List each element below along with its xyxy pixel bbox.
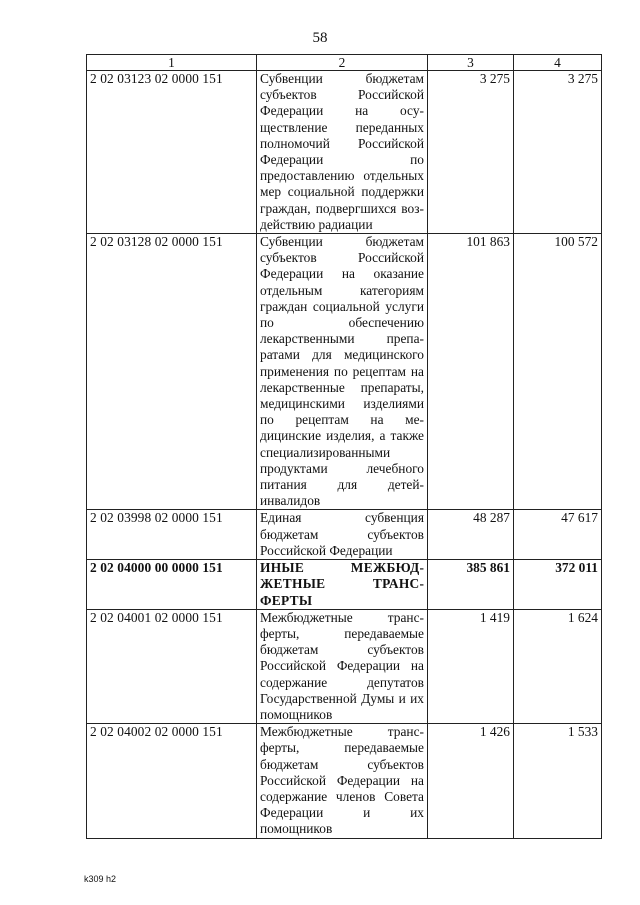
column-header-3: 3: [428, 55, 514, 71]
amount-col4-cell: 372 011: [514, 560, 602, 610]
amount-col3-cell: 48 287: [428, 510, 514, 560]
budget-code-cell: 2 02 04002 02 0000 151: [87, 724, 257, 838]
column-header-2: 2: [257, 55, 428, 71]
table-row: [87, 71, 602, 234]
amount-col4-cell: 3 275: [514, 71, 602, 234]
amount-col3-cell: 1 419: [428, 609, 514, 723]
budget-code-cell: 2 02 03128 02 0000 151: [87, 234, 257, 510]
description-cell: Субвенции бюджетам субъектов Российской Федерации на оказание отдельным категориям граждан социальной услуги по обеспечению лекарственными препаратами для медицинского применения по рецептам на лекарственные препараты, медицинскими изделиями по рецептам на медицинские изделия, а также специализированными продуктами лечебного питания для детей-инвалидов: [257, 234, 428, 510]
table-row-section-total: [87, 560, 602, 610]
amount-col3-cell: 1 426: [428, 724, 514, 838]
budget-table: [86, 54, 602, 839]
column-header-1: 1: [87, 55, 257, 71]
amount-col4-cell: 47 617: [514, 510, 602, 560]
header-row: [87, 55, 602, 71]
amount-col3-cell: 101 863: [428, 234, 514, 510]
description-cell: Субвенции бюджетам субъектов Российской Федерации на осуществление переданных полномочий Российской Федерации по предоставлению отдельных мер социальной поддержки граждан, подвергшихся воздействию радиации: [257, 71, 428, 234]
amount-col4-cell: 1 533: [514, 724, 602, 838]
table-row: [87, 234, 602, 510]
table-row: [87, 609, 602, 723]
table-row: [87, 510, 602, 560]
description-cell: ИНЫЕ МЕЖБЮДЖЕТНЫЕ ТРАНСФЕРТЫ: [257, 560, 428, 610]
page-number: 58: [312, 30, 328, 46]
amount-col4-cell: 1 624: [514, 609, 602, 723]
description-cell: Межбюджетные трансферты, передаваемые бюджетам субъектов Российской Федерации на содержание членов Совета Федерации и их помощников: [257, 724, 428, 838]
description-cell: Единая субвенция бюджетам субъектов Российской Федерации: [257, 510, 428, 560]
budget-code-cell: 2 02 04001 02 0000 151: [87, 609, 257, 723]
amount-col3-cell: 3 275: [428, 71, 514, 234]
table-body: [87, 71, 602, 839]
column-header-4: 4: [514, 55, 602, 71]
table-header: [87, 55, 602, 71]
amount-col4-cell: 100 572: [514, 234, 602, 510]
amount-col3-cell: 385 861: [428, 560, 514, 610]
footer-document-code: k309 h2: [84, 874, 117, 884]
table-row: [87, 724, 602, 838]
budget-code-cell: 2 02 04000 00 0000 151: [87, 560, 257, 610]
description-cell: Межбюджетные трансферты, передаваемые бюджетам субъектов Российской Федерации на содержание депутатов Государственной Думы и их помощников: [257, 609, 428, 723]
budget-code-cell: 2 02 03123 02 0000 151: [87, 71, 257, 234]
budget-code-cell: 2 02 03998 02 0000 151: [87, 510, 257, 560]
